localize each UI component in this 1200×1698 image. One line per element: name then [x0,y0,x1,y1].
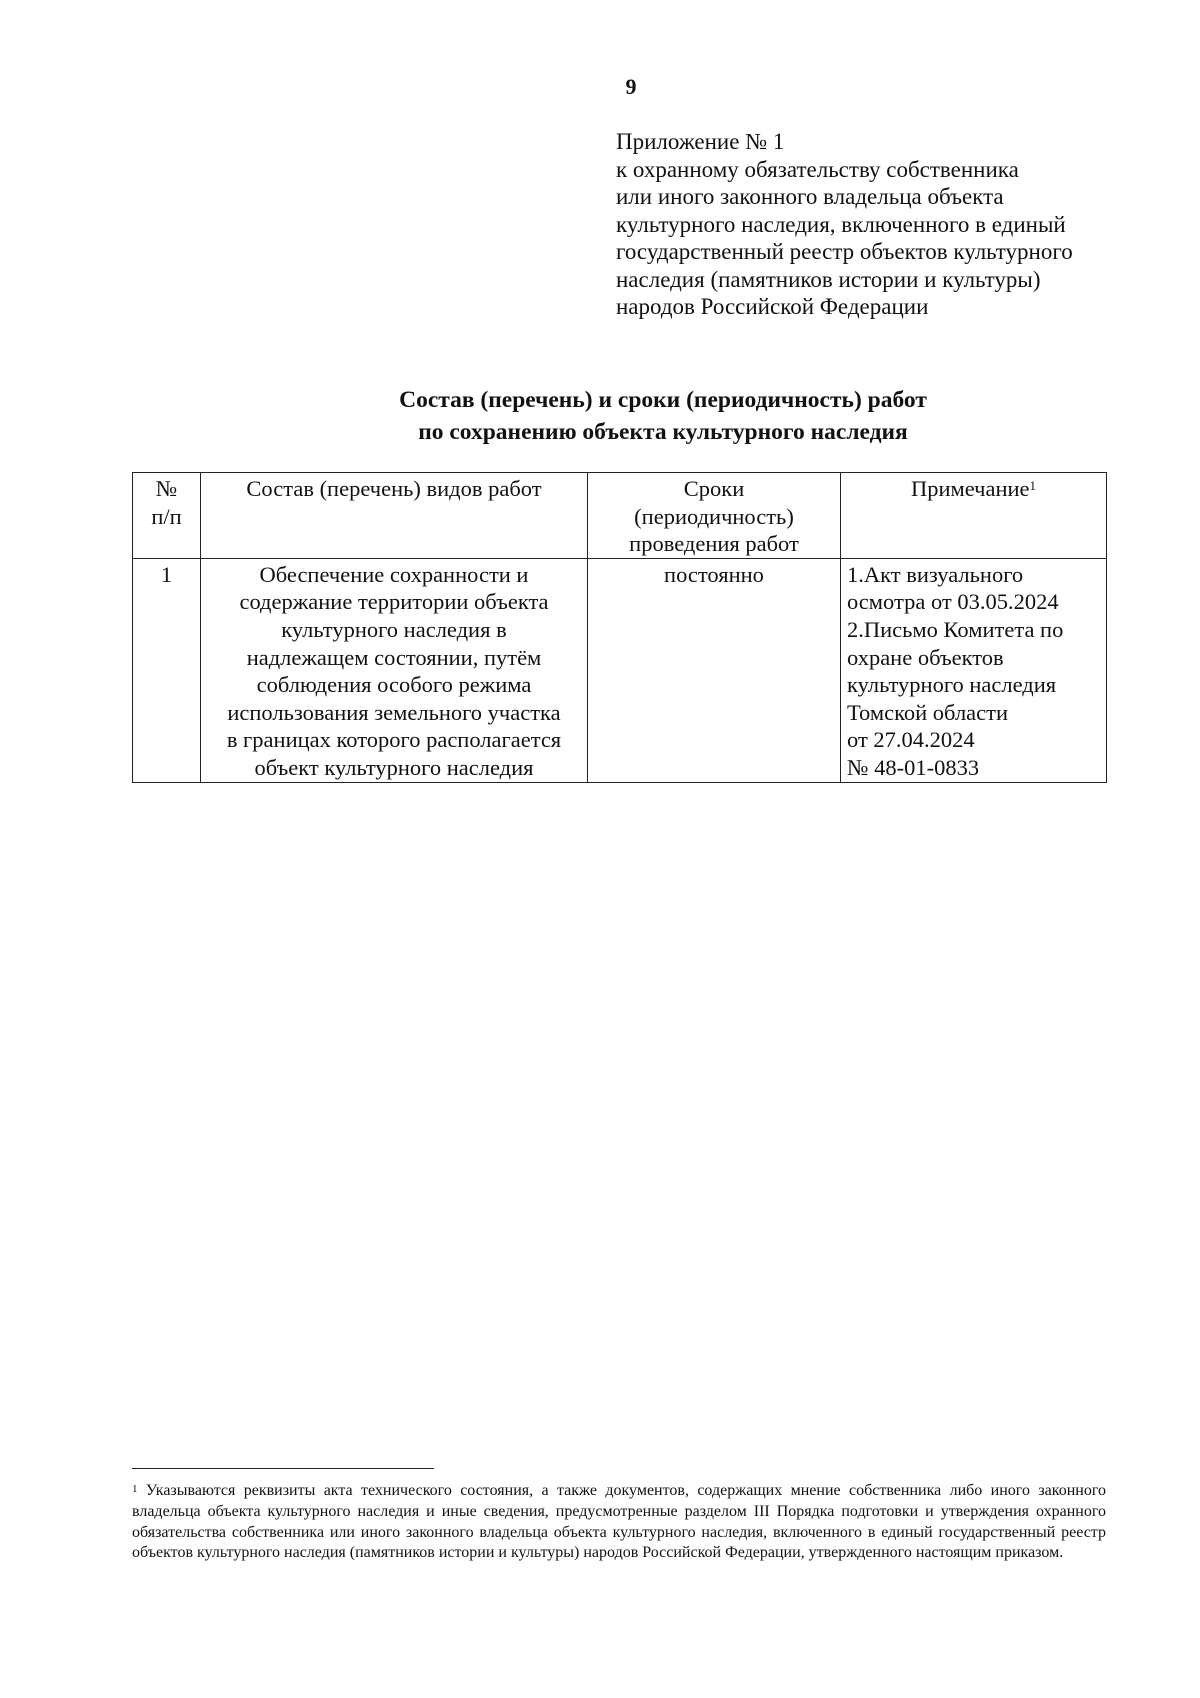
cell-works: Обеспечение сохранности и содержание территории объекта культурного наследия в надлежащем состоянии, путём соблюдения особого режима использования земельного участка в границах которого располагается объект культурного наследия [201,558,588,782]
title-line-1: Состав (перечень) и сроки (периодичность) работ [399,387,927,413]
footnote-text: Указываются реквизиты акта технического состояния, а также документов, содержащих мнение собственника либо иного законного владельца объекта культурного наследия и иные сведения, предусмотренные разделом III Порядка подготовки и утверждения охранного обязательства собственника или иного законного владельца объекта культурного наследия, включенного в единый государственный реестр объектов культурного наследия (памятников истории и культуры) народов Российской Федерации, утвержденного настоящим приказом. [132,1482,1106,1562]
appendix-line: культурного наследия, включенного в единый [616,211,1066,237]
title-line-2: по сохранению объекта культурного наследия [418,419,908,445]
appendix-line: Приложение № 1 [616,129,785,154]
cell-note: 1.Акт визуального осмотра от 03.05.2024 2.Письмо Комитета по охране объектов культурного наследия Томской области от 27.04.2024 № 48-01-0833 [841,558,1107,782]
appendix-line: народов Российской Федерации [616,294,929,319]
cell-terms: постоянно [588,558,841,782]
appendix-line: к охранному обязательству собственника [616,156,1019,182]
header-note [841,473,1107,559]
footnote [132,1481,1106,1564]
appendix-heading [616,128,1136,321]
table-header-row [133,473,1107,559]
appendix-line: наследия (памятников истории и культуры) [616,266,1041,292]
footnote-reference: 1 [1029,478,1037,493]
page-number: 9 [625,74,637,99]
header-note-label: Примечание [910,476,1030,501]
footnote-mark: 1 [132,1483,138,1495]
appendix-line: или иного законного владельца объекта [616,184,1004,209]
table-row [133,558,1107,782]
appendix-line: государственный реестр объектов культурного [616,239,1073,264]
header-works: Состав (перечень) видов работ [201,473,588,559]
header-number: № п/п [133,473,201,559]
footnote-separator [132,1468,434,1469]
works-table [132,472,1107,783]
document-title [130,384,1196,448]
cell-number: 1 [133,558,201,782]
header-terms: Сроки (периодичность) проведения работ [588,473,841,559]
